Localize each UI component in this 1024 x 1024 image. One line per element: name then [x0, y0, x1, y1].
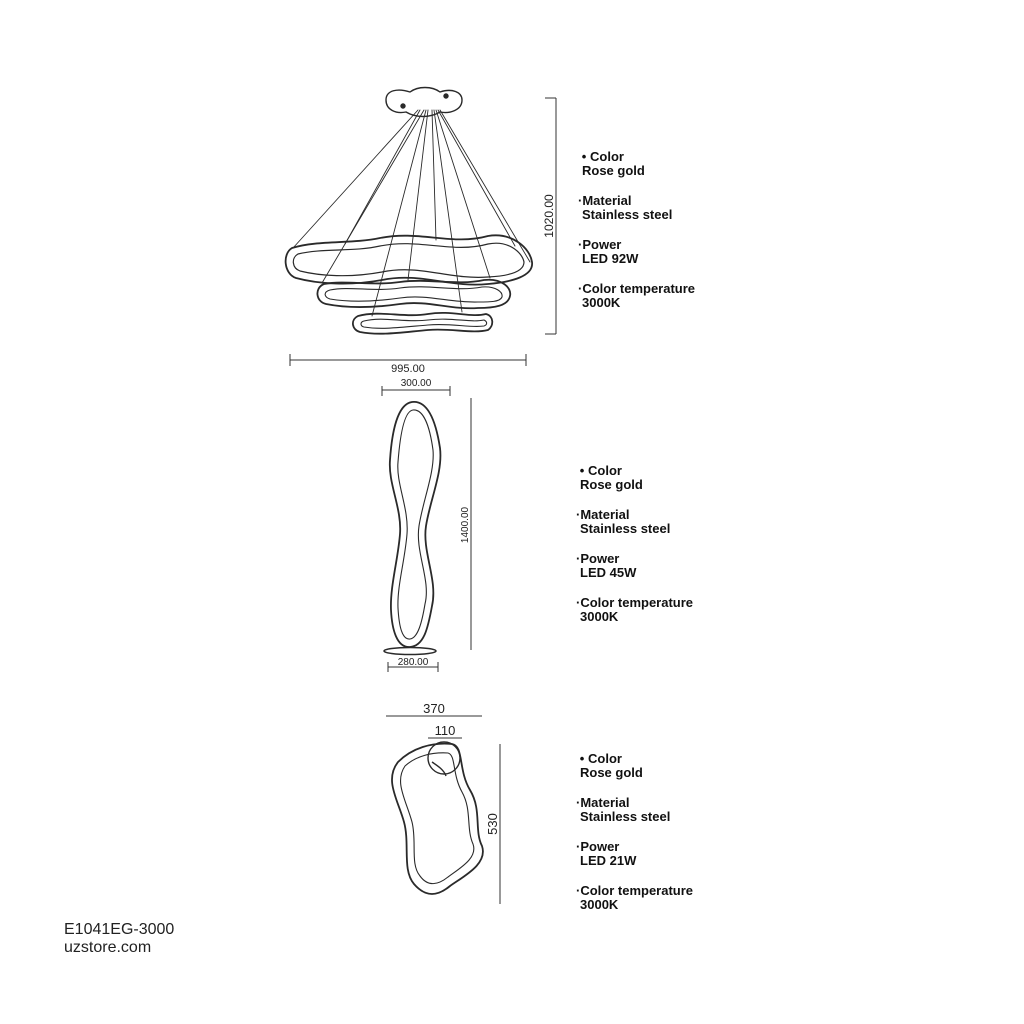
floor-lamp-base	[384, 648, 436, 655]
wall-lamp-height-label: 530	[485, 813, 500, 835]
spec-color	[578, 150, 695, 178]
canopy-screw-right	[444, 94, 448, 98]
bullet-icon: ·	[578, 237, 583, 252]
spec-power	[578, 238, 695, 266]
website-link[interactable]: uzstore.com	[64, 939, 152, 956]
wall-lamp-specs	[576, 752, 693, 928]
floor-lamp-top-width-label: 300.00	[400, 378, 432, 389]
bullet-icon: •	[579, 751, 585, 766]
spec-label: ·Color temperature	[576, 595, 694, 610]
spec-material	[576, 796, 693, 824]
chandelier-ring-medium-inner	[325, 287, 502, 302]
spec-value: 3000K	[580, 609, 619, 624]
spec-value: 3000K	[580, 897, 619, 912]
bullet-icon: ·	[576, 507, 581, 522]
floor-lamp-specs	[576, 464, 693, 640]
spec-label: • Color	[578, 150, 695, 164]
spec-label: ·Color temperature	[576, 883, 694, 898]
spec-value: Stainless steel	[580, 809, 671, 824]
bullet-icon: ·	[578, 281, 583, 296]
floor-lamp-height-label: 1400.00	[460, 506, 471, 544]
spec-label: ·Material	[578, 193, 632, 208]
spec-value: Stainless steel	[582, 207, 673, 222]
bullet-icon: ·	[576, 883, 581, 898]
suspension-cables	[293, 110, 530, 316]
spec-color	[576, 464, 693, 492]
chandelier-width-label: 995.00	[391, 363, 425, 375]
spec-power	[576, 552, 693, 580]
bullet-icon: •	[581, 149, 587, 164]
spec-label: • Color	[576, 752, 693, 766]
chandelier-canopy	[386, 88, 462, 117]
spec-value: Rose gold	[580, 765, 643, 780]
spec-value: LED 45W	[580, 565, 637, 580]
chandelier-ring-small	[353, 313, 492, 334]
spec-color-temperature	[578, 282, 695, 310]
spec-label: ·Color temperature	[578, 281, 696, 296]
bullet-icon: ·	[576, 595, 581, 610]
spec-label: • Color	[576, 464, 693, 478]
bullet-icon: ·	[578, 193, 583, 208]
spec-label: ·Power	[578, 237, 622, 252]
wall-lamp-width-label: 370	[423, 701, 445, 716]
chandelier-ring-small-inner	[361, 319, 487, 328]
chandelier-specs	[578, 150, 695, 326]
footer	[64, 921, 174, 957]
spec-color-temperature	[576, 596, 693, 624]
chandelier-height-label: 1020.00	[542, 194, 556, 238]
chandelier-drawing	[286, 88, 533, 334]
bullet-icon: ·	[576, 551, 581, 566]
spec-value: LED 21W	[580, 853, 637, 868]
spec-color	[576, 752, 693, 780]
floor-lamp-frame	[390, 402, 441, 647]
model-code: E1041EG-3000	[64, 921, 175, 938]
canopy-screw-left	[401, 104, 405, 108]
floor-lamp-frame-inner	[398, 410, 433, 639]
floor-lamp-drawing	[384, 402, 440, 655]
spec-value: LED 92W	[582, 251, 639, 266]
spec-color-temperature	[576, 884, 693, 912]
spec-value: Stainless steel	[580, 521, 671, 536]
floor-lamp-base-width-label: 280.00	[397, 657, 429, 668]
bullet-icon: ·	[576, 795, 581, 810]
spec-value: Rose gold	[582, 163, 645, 178]
bullet-icon: ·	[576, 839, 581, 854]
spec-label: ·Power	[576, 839, 620, 854]
spec-value: Rose gold	[580, 477, 643, 492]
spec-label: ·Material	[576, 795, 630, 810]
wall-lamp-drawing	[392, 742, 483, 894]
bullet-icon: •	[579, 463, 585, 478]
wall-lamp-depth-label: 110	[434, 723, 456, 738]
spec-label: ·Power	[576, 551, 620, 566]
spec-material	[578, 194, 695, 222]
spec-material	[576, 508, 693, 536]
spec-label: ·Material	[576, 507, 630, 522]
spec-value: 3000K	[582, 295, 621, 310]
spec-power	[576, 840, 693, 868]
